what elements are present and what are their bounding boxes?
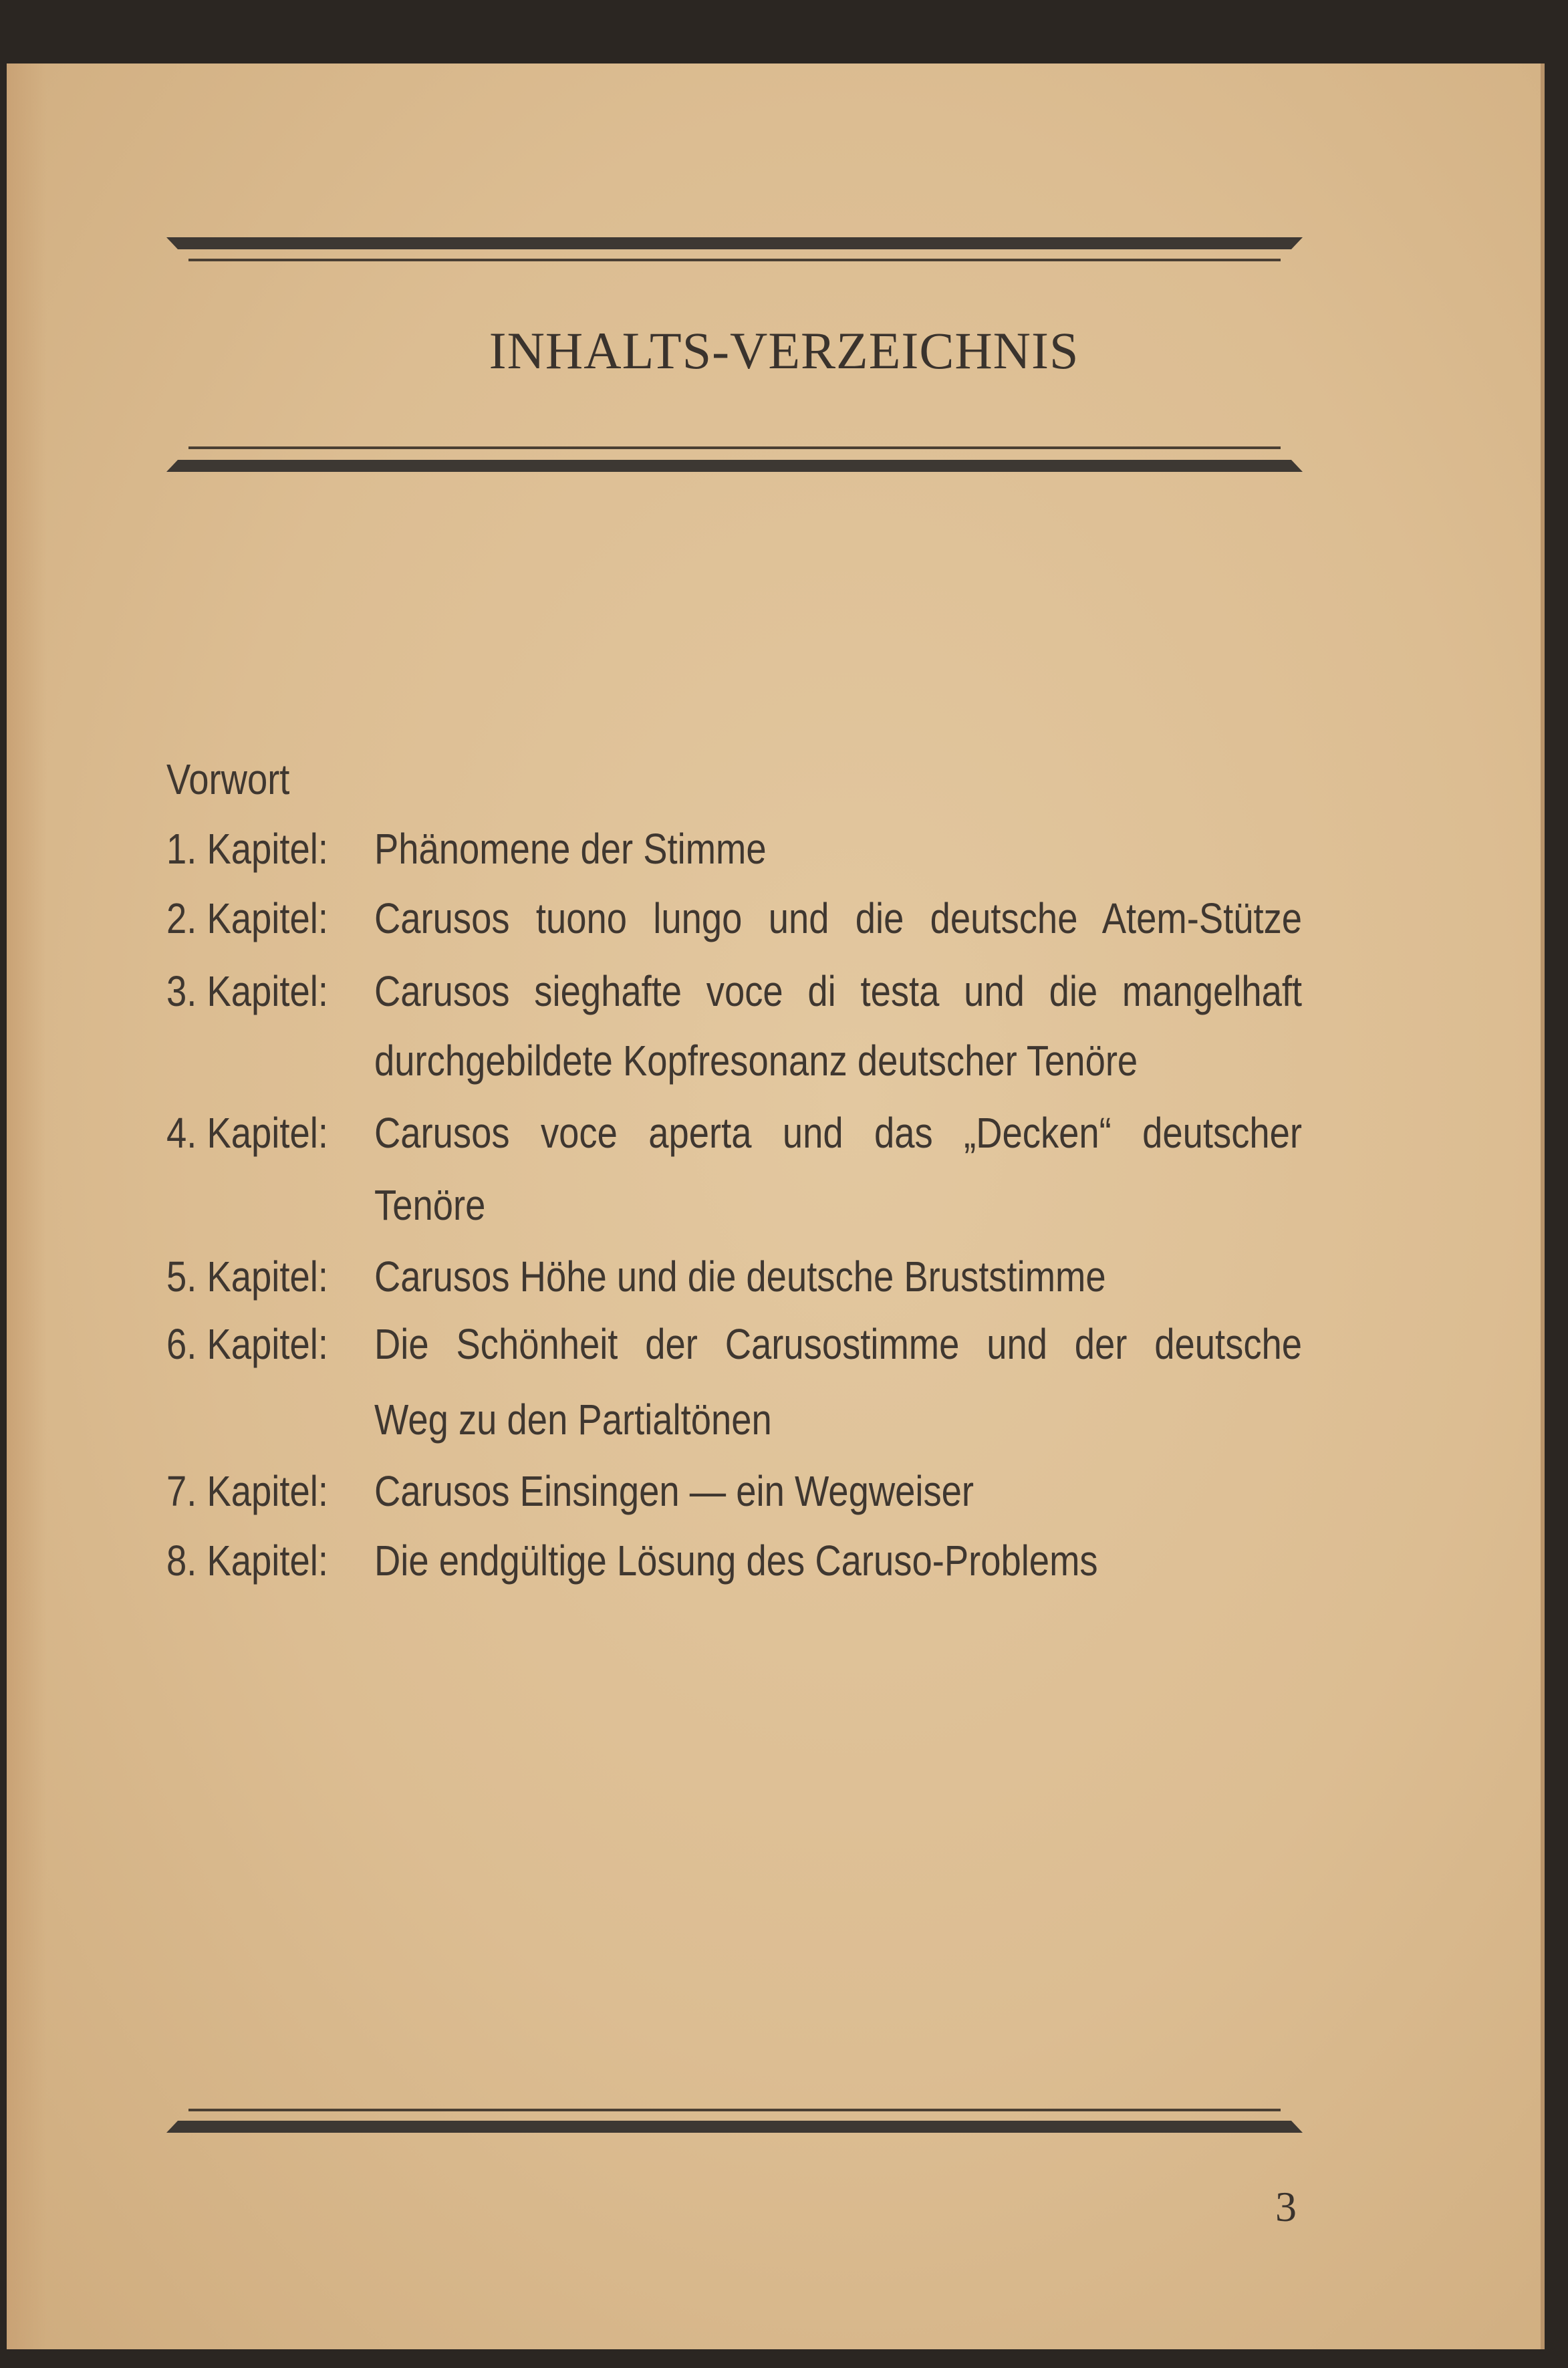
title-ornament-thick-rule [166,460,1303,472]
page-title: INHALTS-VERZEICHNIS [489,321,1079,380]
toc-label: 3. Kapitel: [166,967,328,1015]
toc-title: Die Schönheit der Carusostimme und der deutsche [374,1320,1303,1368]
toc-title: Phänomene der Stimme [374,825,767,873]
toc-title: Carusos tuono lungo und die deutsche Atem-Stütze [374,894,1303,942]
toc-label: 8. Kapitel: [166,1537,328,1585]
toc-title: Tenöre [374,1181,486,1229]
toc-title: durchgebildete Kopfresonanz deutscher Tenöre [374,1037,1138,1085]
toc-label: Vorwort [166,755,290,803]
toc-label: 7. Kapitel: [166,1467,328,1515]
toc-label: 4. Kapitel: [166,1109,328,1157]
page-number: 3 [1275,2183,1297,2230]
top-ornament-thin-rule [188,259,1281,261]
toc-title: Carusos Höhe und die deutsche Bruststimme [374,1253,1106,1301]
bottom-ornament-thin-rule [188,2109,1281,2111]
toc-title: Carusos voce aperta und das „Decken“ deutscher [374,1109,1303,1157]
title-ornament-thin-rule [188,446,1281,449]
toc-label: 5. Kapitel: [166,1253,328,1301]
bottom-ornament-thick-rule [166,2121,1303,2133]
toc-title: Weg zu den Partialtönen [374,1396,772,1444]
toc-title: Carusos sieghafte voce di testa und die mangelhaft [374,967,1303,1015]
toc-label: 6. Kapitel: [166,1320,328,1368]
toc-title: Carusos Einsingen — ein Wegweiser [374,1467,974,1515]
toc-label: 2. Kapitel: [166,894,328,942]
top-ornament-thick-rule [166,237,1303,249]
toc-label: 1. Kapitel: [166,825,328,873]
toc-title: Die endgültige Lösung des Caruso-Problems [374,1537,1098,1585]
